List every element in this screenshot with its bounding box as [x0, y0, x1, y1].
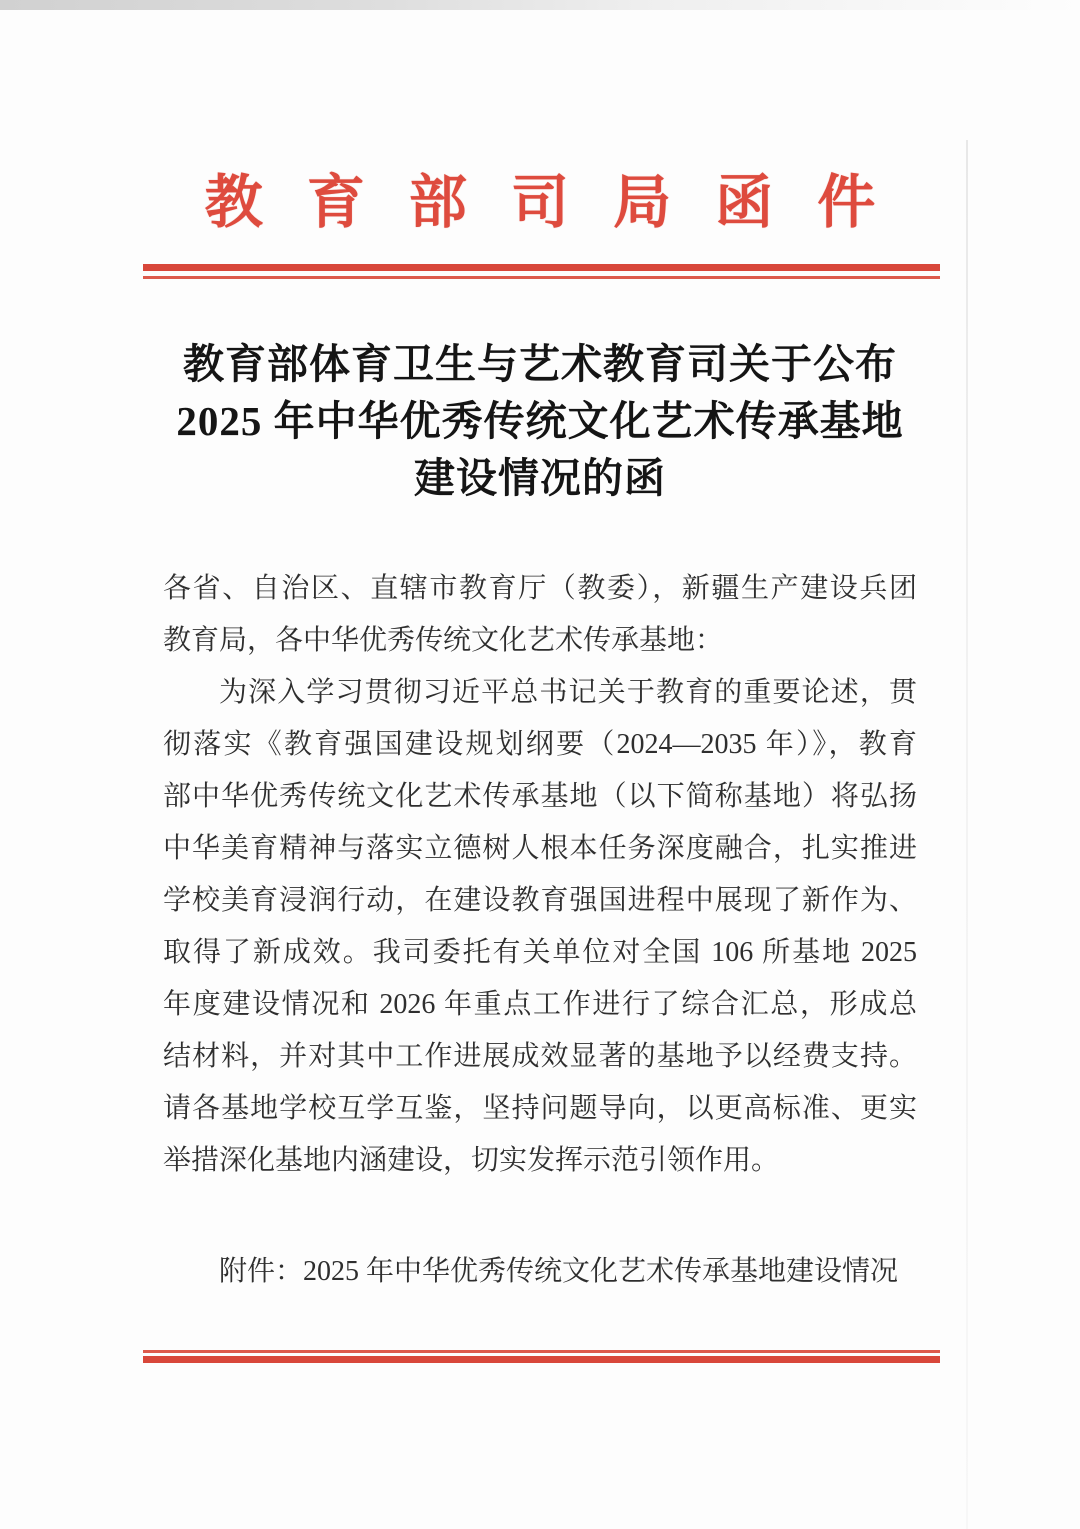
letter-body	[163, 563, 917, 1187]
document-title-line-2: 2025 年中华优秀传统文化艺术传承基地	[176, 398, 904, 444]
body-line: 年度建设情况和 2026 年重点工作进行了综合汇总，形成总	[163, 989, 917, 1020]
footer-rule-thick	[143, 1356, 940, 1363]
document-title-line-3: 建设情况的函	[414, 455, 666, 501]
letterhead-title: 教育部司局函件	[204, 170, 920, 235]
body-line: 举措深化基地内涵建设，切实发挥示范引领作用。	[163, 1145, 780, 1176]
document-title-line-1: 教育部体育卫生与艺术教育司关于公布	[183, 341, 897, 387]
body-line: 彻落实《教育强国建设规划纲要（2024—2035 年）》，教育	[163, 729, 917, 760]
body-line: 中华美育精神与落实立德树人根本任务深度融合，扎实推进	[163, 833, 917, 864]
body-line: 为深入学习贯彻习近平总书记关于教育的重要论述，贯	[219, 677, 917, 708]
body-line: 学校美育浸润行动，在建设教育强国进程中展现了新作为、	[163, 885, 917, 916]
letterhead-rule-thick	[143, 264, 940, 271]
body-line: 结材料，并对其中工作进展成效显著的基地予以经费支持。	[163, 1041, 917, 1072]
letterhead-rule-thin	[143, 276, 940, 279]
scan-artifact-top-edge	[0, 0, 1080, 10]
document-title	[0, 336, 1080, 507]
body-line: 取得了新成效。我司委托有关单位对全国 106 所基地 2025	[163, 937, 917, 968]
body-line: 部中华优秀传统文化艺术传承基地（以下简称基地）将弘扬	[163, 781, 917, 812]
attachment-line: 附件：2025 年中华优秀传统文化艺术传承基地建设情况	[219, 1256, 899, 1287]
body-line: 各省、自治区、直辖市教育厅（教委），新疆生产建设兵团	[163, 573, 917, 604]
body-line: 请各基地学校互学互鉴，坚持问题导向，以更高标准、更实	[163, 1093, 917, 1124]
body-line: 教育局，各中华优秀传统文化艺术传承基地：	[163, 625, 724, 656]
footer-rule-thin	[143, 1350, 940, 1353]
